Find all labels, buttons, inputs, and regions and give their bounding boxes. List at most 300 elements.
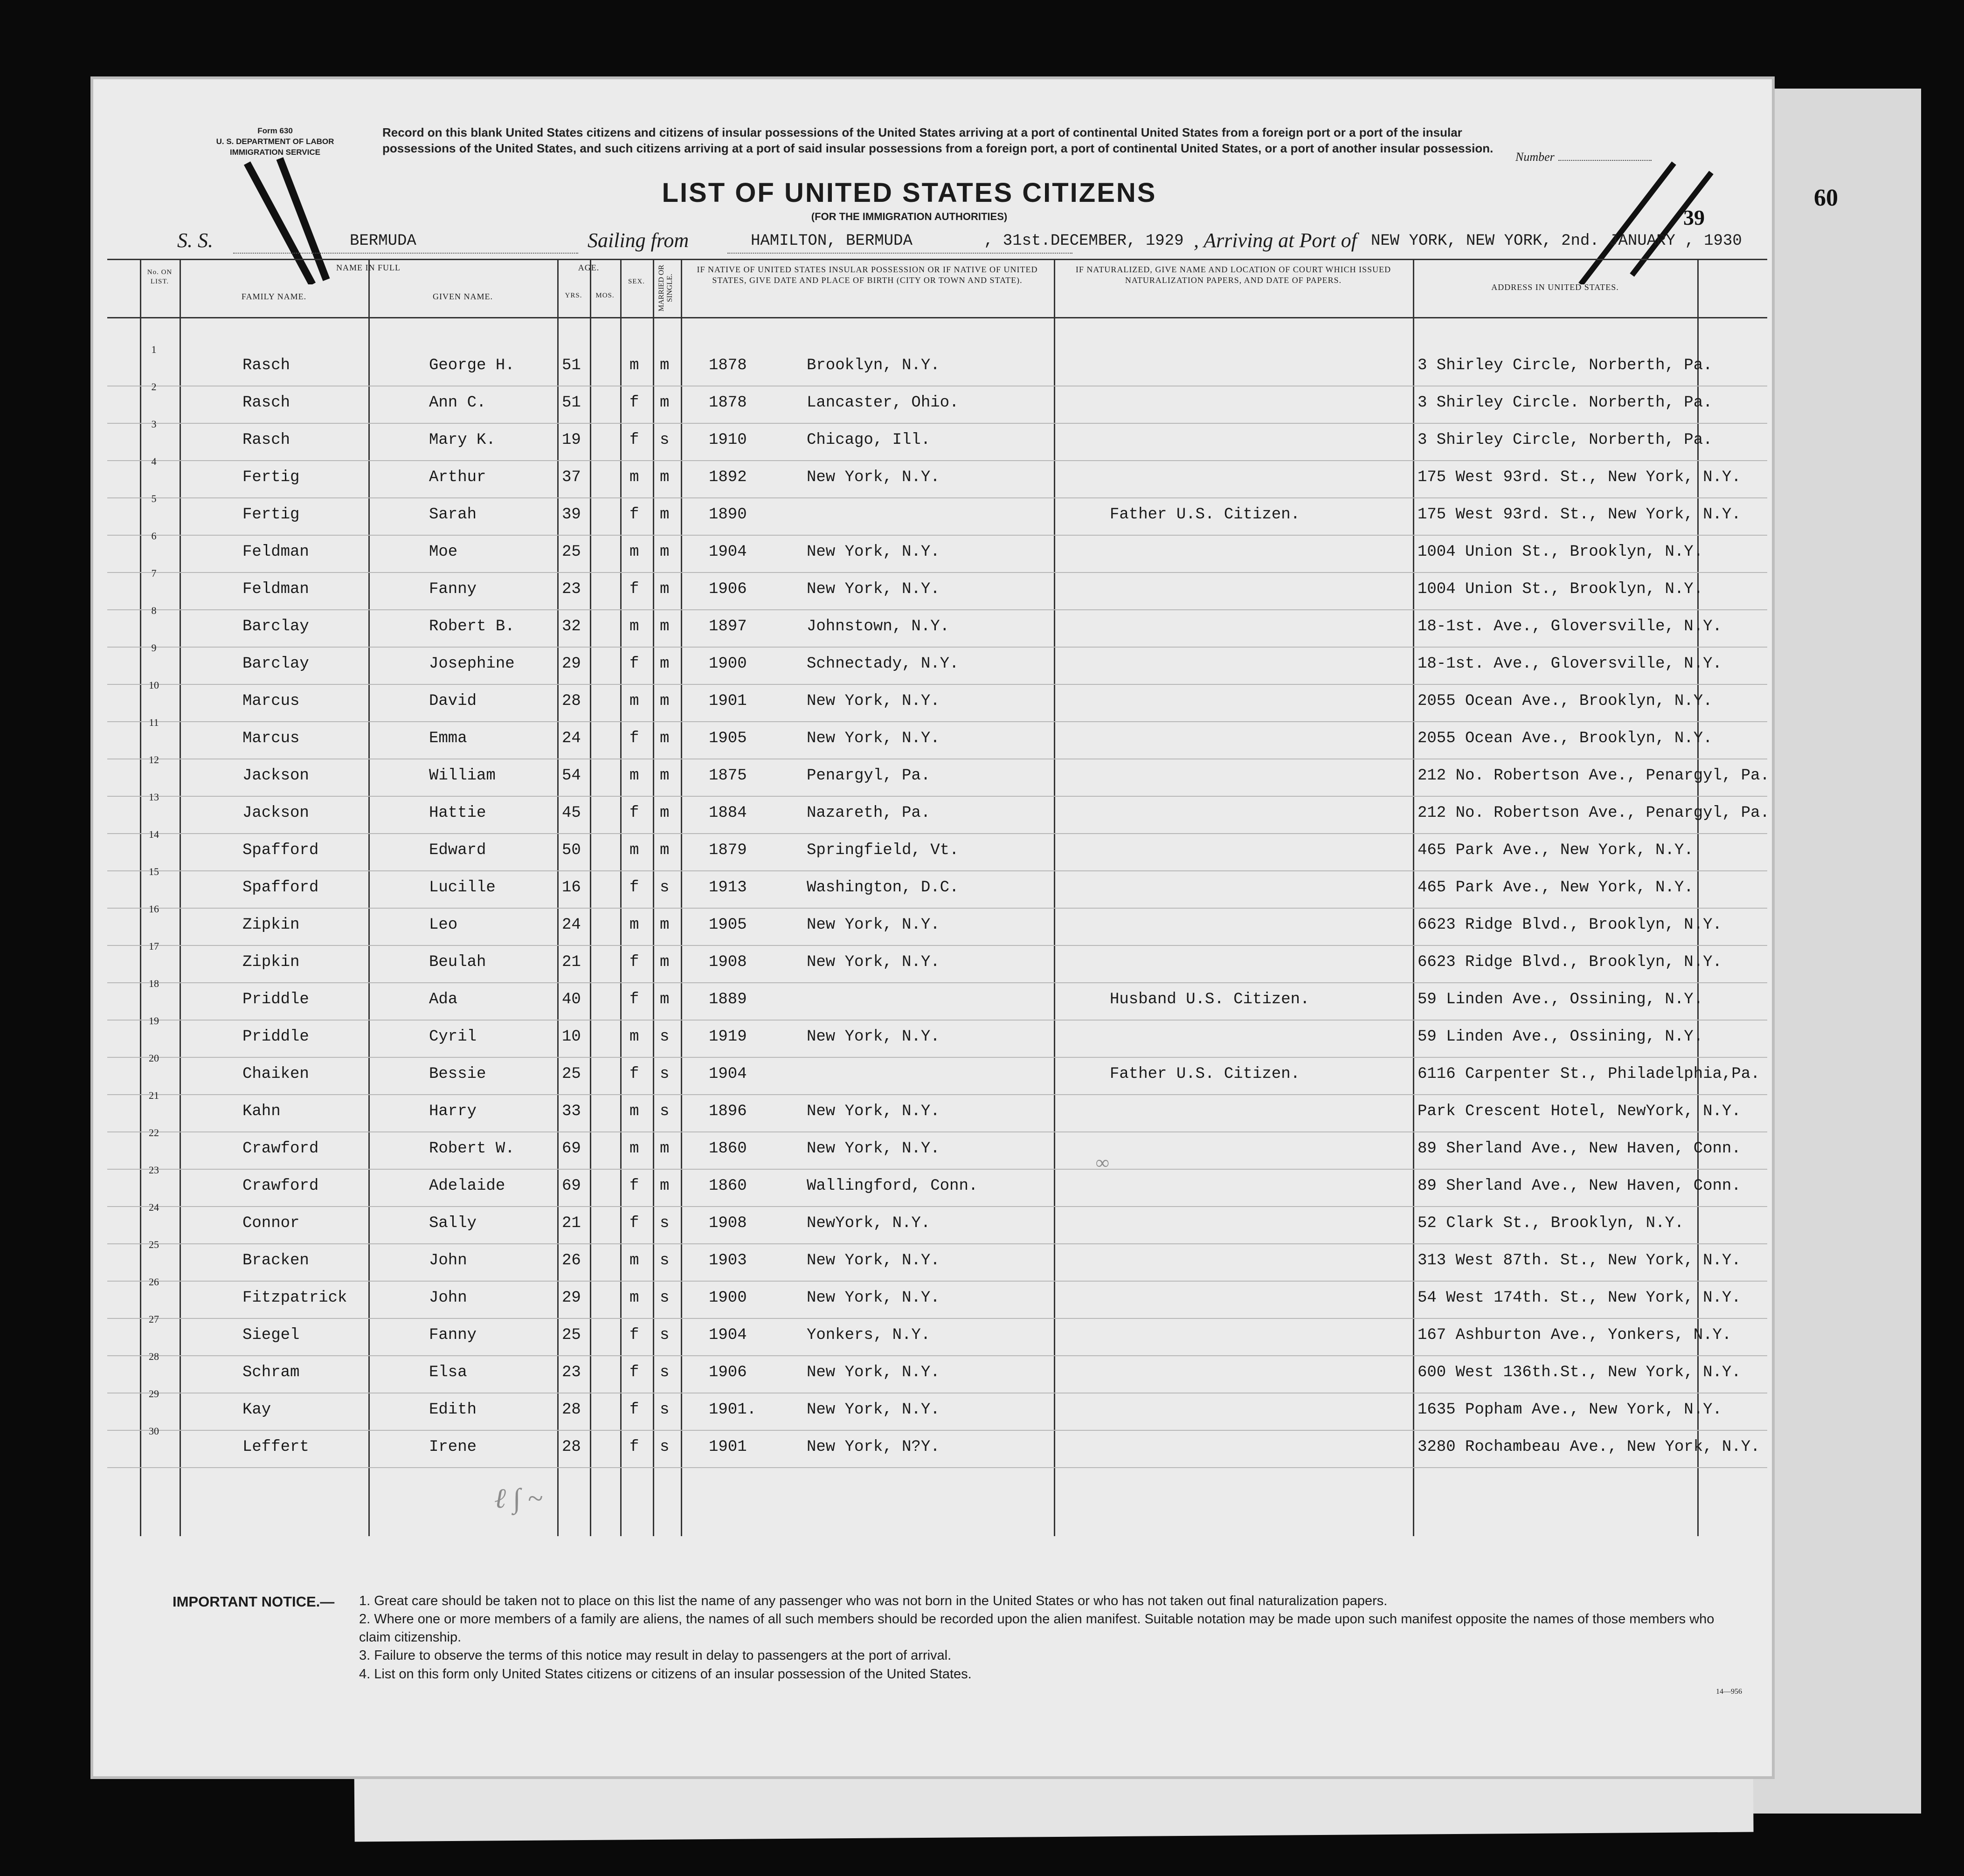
given-name: Cyril (429, 1028, 477, 1046)
row-number: 30 (149, 1425, 159, 1437)
age-years: 51 (562, 394, 581, 412)
row-number: 25 (149, 1239, 159, 1250)
given-name: Harry (429, 1103, 477, 1120)
notice-title: IMPORTANT NOTICE.— (173, 1593, 335, 1610)
age-years: 45 (562, 804, 581, 822)
address: 1635 Popham Ave., New York, N.Y. (1418, 1401, 1722, 1419)
birth-place: Yonkers, N.Y. (807, 1326, 931, 1344)
birth-place: Lancaster, Ohio. (807, 394, 959, 412)
marital-status: s (660, 1364, 670, 1381)
age-years: 25 (562, 543, 581, 561)
row-number: 6 (151, 530, 157, 542)
given-name: David (429, 692, 477, 710)
birth-place: Brooklyn, N.Y. (807, 357, 940, 374)
birth-place: New York, N.Y. (807, 543, 940, 561)
row-rule (107, 1430, 1767, 1431)
birth-year: 1905 (709, 916, 747, 934)
sex: m (629, 841, 639, 859)
sex: f (629, 1364, 639, 1381)
document-page (93, 79, 1772, 1776)
sex: m (629, 1103, 639, 1120)
marital-status: m (660, 394, 670, 412)
row-number: 24 (149, 1201, 159, 1213)
naturalization: Father U.S. Citizen. (1110, 1065, 1300, 1083)
age-years: 19 (562, 431, 581, 449)
corner-number: 60 (1814, 185, 1838, 211)
age-years: 28 (562, 1401, 581, 1419)
col-header-name: NAME IN FULL (336, 263, 401, 272)
row-number: 13 (149, 791, 159, 803)
birth-place: New York, N.Y. (807, 1364, 940, 1381)
col-divider (1697, 259, 1699, 1536)
sex: f (629, 991, 639, 1008)
col-header-mos: MOS. (595, 292, 615, 299)
birth-place: New York, N.Y. (807, 580, 940, 598)
birth-place: New York, N.Y. (807, 953, 940, 971)
given-name: Edward (429, 841, 486, 859)
birth-place: Wallingford, Conn. (807, 1177, 978, 1195)
sex: m (629, 916, 639, 934)
row-rule (107, 1020, 1767, 1021)
row-number: 3 (151, 418, 157, 430)
row-rule (107, 1057, 1767, 1058)
col-header-address: ADDRESS IN UNITED STATES. (1491, 283, 1619, 292)
birth-place: New York, N.Y. (807, 1289, 940, 1307)
col-header-family: FAMILY NAME. (241, 292, 307, 301)
family-name: Barclay (242, 655, 309, 673)
birth-year: 1904 (709, 1065, 747, 1083)
form-code: 14—956 (1716, 1688, 1742, 1696)
family-name: Fitzpatrick (242, 1289, 347, 1307)
col-divider (557, 259, 559, 1536)
page-subtitle: (FOR THE IMMIGRATION AUTHORITIES) (811, 211, 1008, 222)
col-header-birth: IF NATIVE OF UNITED STATES INSULAR POSSESSION OR IF NATIVE OF UNITED STATES, GIVE DATE AND PLACE OF BIRTH (CITY OR TOWN AND STATE). (697, 265, 1038, 285)
col-header-given: GIVEN NAME. (433, 292, 493, 301)
birth-place: New York, N.Y. (807, 1140, 940, 1158)
address: 89 Sherland Ave., New Haven, Conn. (1418, 1177, 1741, 1195)
sex: m (629, 469, 639, 486)
row-number: 19 (149, 1015, 159, 1027)
birth-year: 1903 (709, 1252, 747, 1269)
col-divider (653, 259, 654, 1536)
col-header-naturalized: IF NATURALIZED, GIVE NAME AND LOCATION OF COURT WHICH ISSUED NATURALIZATION PAPERS, AND DATE OF PAPERS. (1075, 265, 1391, 285)
address: 167 Ashburton Ave., Yonkers, N.Y. (1418, 1326, 1732, 1344)
address: 465 Park Ave., New York, N.Y. (1418, 841, 1694, 859)
row-number: 29 (149, 1388, 159, 1400)
family-name: Marcus (242, 692, 300, 710)
birth-year: 1904 (709, 1326, 747, 1344)
row-number: 26 (149, 1276, 159, 1288)
sex: m (629, 1289, 639, 1307)
sex: f (629, 1214, 639, 1232)
row-rule (107, 1243, 1767, 1244)
birth-year: 1892 (709, 469, 747, 486)
sex: f (629, 1065, 639, 1083)
marital-status: m (660, 692, 670, 710)
age-years: 28 (562, 692, 581, 710)
row-rule (107, 572, 1767, 573)
row-rule (107, 684, 1767, 685)
given-name: Moe (429, 543, 458, 561)
birth-year: 1908 (709, 1214, 747, 1232)
birth-year: 1900 (709, 655, 747, 673)
given-name: William (429, 767, 496, 785)
family-name: Rasch (242, 357, 290, 374)
given-name: Sally (429, 1214, 477, 1232)
row-rule (107, 460, 1767, 461)
row-rule (107, 1467, 1767, 1468)
citizens-table (107, 259, 1770, 1536)
age-years: 28 (562, 1438, 581, 1456)
row-rule (107, 908, 1767, 909)
address: 313 West 87th. St., New York, N.Y. (1418, 1252, 1741, 1269)
address: 212 No. Robertson Ave., Penargyl, Pa. (1418, 804, 1770, 822)
form-line: Form 630 (257, 126, 293, 135)
row-number: 8 (151, 605, 157, 616)
family-name: Kay (242, 1401, 271, 1419)
sex: f (629, 1438, 639, 1456)
birth-place: New York, N.Y. (807, 916, 940, 934)
family-name: Jackson (242, 767, 309, 785)
col-header-married: MARRIED OR SINGLE. (657, 264, 674, 311)
given-name: Arthur (429, 469, 486, 486)
pencil-mark: ∞ (1096, 1152, 1109, 1173)
given-name: John (429, 1252, 467, 1269)
notice-body (359, 1592, 1735, 1683)
form-line: IMMIGRATION SERVICE (230, 147, 320, 157)
marital-status: m (660, 618, 670, 635)
birth-place: New York, N.Y. (807, 1252, 940, 1269)
age-years: 10 (562, 1028, 581, 1046)
age-years: 69 (562, 1177, 581, 1195)
row-number: 11 (149, 717, 159, 728)
marital-status: m (660, 991, 670, 1008)
family-name: Siegel (242, 1326, 300, 1344)
row-rule (107, 497, 1767, 498)
arriving-label: , Arriving at Port of (1194, 229, 1357, 252)
row-number: 17 (149, 940, 159, 952)
page-title: LIST OF UNITED STATES CITIZENS (662, 178, 1157, 208)
notice-item: 4. List on this form only United States citizens or citizens of an insular possession of the United States. (359, 1666, 972, 1682)
naturalization: Father U.S. Citizen. (1110, 506, 1300, 524)
birth-place: New York, N.Y. (807, 469, 940, 486)
sex: f (629, 1326, 639, 1344)
marital-status: m (660, 543, 670, 561)
sex: f (629, 1401, 639, 1419)
address: 54 West 174th. St., New York, N.Y. (1418, 1289, 1741, 1307)
address: 18-1st. Ave., Gloversville, N.Y. (1418, 618, 1722, 635)
row-rule (107, 833, 1767, 834)
birth-place: New York, N.Y. (807, 1103, 940, 1120)
address: 89 Sherland Ave., New Haven, Conn. (1418, 1140, 1741, 1158)
given-name: Robert B. (429, 618, 515, 635)
sex: f (629, 804, 639, 822)
age-years: 23 (562, 1364, 581, 1381)
family-name: Spafford (242, 841, 319, 859)
marital-status: s (660, 1028, 670, 1046)
row-rule (107, 1169, 1767, 1170)
given-name: Sarah (429, 506, 477, 524)
age-years: 25 (562, 1326, 581, 1344)
address: 600 West 136th.St., New York, N.Y. (1418, 1364, 1741, 1381)
birth-year: 1910 (709, 431, 747, 449)
given-name: George H. (429, 357, 515, 374)
sex: m (629, 1252, 639, 1269)
given-name: Edith (429, 1401, 477, 1419)
address: 1004 Union St., Brooklyn, N.Y. (1418, 543, 1703, 561)
sex: m (629, 1140, 639, 1158)
row-rule (107, 1281, 1767, 1282)
age-years: 25 (562, 1065, 581, 1083)
col-divider (180, 259, 181, 1536)
age-years: 23 (562, 580, 581, 598)
sex: f (629, 431, 639, 449)
number-label: Number (1515, 150, 1555, 164)
family-name: Connor (242, 1214, 300, 1232)
col-header-no: No. ON LIST. (147, 269, 173, 285)
col-divider (368, 259, 370, 1536)
row-number: 28 (149, 1351, 159, 1362)
marital-status: s (660, 1326, 670, 1344)
given-name: Josephine (429, 655, 515, 673)
row-number: 10 (149, 679, 159, 691)
col-divider (620, 259, 622, 1536)
family-name: Zipkin (242, 953, 300, 971)
family-name: Priddle (242, 1028, 309, 1046)
marital-status: s (660, 1065, 670, 1083)
given-name: Leo (429, 916, 458, 934)
birth-year: 1900 (709, 1289, 747, 1307)
col-header-yrs: YRS. (565, 292, 582, 299)
marital-status: m (660, 655, 670, 673)
birth-place: New York, N.Y. (807, 1028, 940, 1046)
age-years: 37 (562, 469, 581, 486)
given-name: Adelaide (429, 1177, 505, 1195)
row-number: 27 (149, 1313, 159, 1325)
address: 175 West 93rd. St., New York, N.Y. (1418, 506, 1741, 524)
birth-place: Springfield, Vt. (807, 841, 959, 859)
address: 3 Shirley Circle, Norberth, Pa. (1418, 357, 1713, 374)
birth-place: NewYork, N.Y. (807, 1214, 931, 1232)
record-instructions: Record on this blank United States citizens and citizens of insular possessions of the United States arriving at a port of continental United States from a foreign port or a port of the insular possessions of the United States, and such citizens arriving at a port of said insular possessions from a foreign port, a port of continental United States, or a port of another insular possession. (382, 125, 1494, 155)
birth-year: 1878 (709, 394, 747, 412)
birth-year: 1890 (709, 506, 747, 524)
marital-status: m (660, 953, 670, 971)
address: 3280 Rochambeau Ave., New York, N.Y. (1418, 1438, 1760, 1456)
address: 2055 Ocean Ave., Brooklyn, N.Y. (1418, 692, 1713, 710)
row-number: 16 (149, 903, 159, 915)
sex: m (629, 543, 639, 561)
form-line: U. S. DEPARTMENT OF LABOR (216, 137, 334, 146)
birth-year: 1908 (709, 953, 747, 971)
given-name: Robert W. (429, 1140, 515, 1158)
ship-name: BERMUDA (350, 232, 416, 250)
birth-place: Penargyl, Pa. (807, 767, 931, 785)
birth-place: Washington, D.C. (807, 879, 959, 897)
given-name: Fanny (429, 580, 477, 598)
row-number: 1 (151, 344, 157, 355)
row-rule (107, 609, 1767, 610)
marital-status: m (660, 730, 670, 747)
age-years: 24 (562, 730, 581, 747)
birth-place: Nazareth, Pa. (807, 804, 931, 822)
family-name: Feldman (242, 580, 309, 598)
marital-status: m (660, 469, 670, 486)
sailing-from-label: Sailing from (588, 229, 689, 252)
age-years: 29 (562, 1289, 581, 1307)
given-name: Ada (429, 991, 458, 1008)
sex: f (629, 730, 639, 747)
given-name: Hattie (429, 804, 486, 822)
row-number: 22 (149, 1127, 159, 1138)
family-name: Zipkin (242, 916, 300, 934)
given-name: Mary K. (429, 431, 496, 449)
family-name: Rasch (242, 431, 290, 449)
address: 6116 Carpenter St., Philadelphia,Pa. (1418, 1065, 1760, 1083)
age-years: 24 (562, 916, 581, 934)
marital-status: m (660, 841, 670, 859)
marital-status: s (660, 1401, 670, 1419)
birth-place: Schnectady, N.Y. (807, 655, 959, 673)
age-years: 33 (562, 1103, 581, 1120)
address: 52 Clark St., Brooklyn, N.Y. (1418, 1214, 1684, 1232)
port-from-dotline (727, 253, 1072, 254)
col-divider (1413, 259, 1414, 1536)
row-rule (107, 982, 1767, 983)
age-years: 54 (562, 767, 581, 785)
birth-place: New York, N.Y. (807, 730, 940, 747)
family-name: Chaiken (242, 1065, 309, 1083)
row-number: 7 (151, 567, 157, 579)
notice-item: 1. Great care should be taken not to place on this list the name of any passenger who was not born in the United States or who has not taken out final naturalization papers. (359, 1593, 1388, 1608)
age-years: 21 (562, 1214, 581, 1232)
marital-status: m (660, 1177, 670, 1195)
birth-place: Johnstown, N.Y. (807, 618, 950, 635)
naturalization: Husband U.S. Citizen. (1110, 991, 1310, 1008)
row-rule (107, 945, 1767, 946)
age-years: 29 (562, 655, 581, 673)
family-name: Feldman (242, 543, 309, 561)
birth-place: New York, N?Y. (807, 1438, 940, 1456)
row-rule (107, 870, 1767, 871)
family-name: Spafford (242, 879, 319, 897)
address: 18-1st. Ave., Gloversville, N.Y. (1418, 655, 1722, 673)
col-divider (681, 259, 682, 1536)
address: 212 No. Robertson Ave., Penargyl, Pa. (1418, 767, 1770, 785)
col-divider (140, 259, 141, 1536)
address: 6623 Ridge Blvd., Brooklyn, N.Y. (1418, 953, 1722, 971)
sailing-line (177, 228, 1763, 261)
row-number: 15 (149, 866, 159, 877)
family-name: Priddle (242, 991, 309, 1008)
marital-status: s (660, 879, 670, 897)
family-name: Fertig (242, 506, 300, 524)
row-rule (107, 647, 1767, 648)
marital-status: m (660, 357, 670, 374)
family-name: Barclay (242, 618, 309, 635)
address: 175 West 93rd. St., New York, N.Y. (1418, 469, 1741, 486)
birth-year: 1860 (709, 1177, 747, 1195)
address: 6623 Ridge Blvd., Brooklyn, N.Y. (1418, 916, 1722, 934)
given-name: Lucille (429, 879, 496, 897)
age-years: 39 (562, 506, 581, 524)
given-name: Irene (429, 1438, 477, 1456)
marital-status: s (660, 1103, 670, 1120)
sex: m (629, 618, 639, 635)
sex: f (629, 879, 639, 897)
marital-status: m (660, 767, 670, 785)
row-number: 21 (149, 1090, 159, 1101)
marital-status: s (660, 1252, 670, 1269)
row-number: 2 (151, 381, 157, 393)
address: 3 Shirley Circle, Norberth, Pa. (1418, 431, 1713, 449)
marital-status: s (660, 431, 670, 449)
marital-status: m (660, 916, 670, 934)
age-years: 69 (562, 1140, 581, 1158)
row-rule (107, 535, 1767, 536)
date-from: , 31st.DECEMBER, 1929 (984, 232, 1184, 250)
birth-year: 1905 (709, 730, 747, 747)
given-name: Ann C. (429, 394, 486, 412)
row-number: 5 (151, 493, 157, 504)
birth-year: 1897 (709, 618, 747, 635)
row-rule (107, 796, 1767, 797)
col-header-sex: SEX. (628, 278, 645, 285)
address: Park Crescent Hotel, NewYork, N.Y. (1418, 1103, 1741, 1120)
marital-status: s (660, 1289, 670, 1307)
birth-year: 1860 (709, 1140, 747, 1158)
family-name: Crawford (242, 1140, 319, 1158)
birth-place: New York, N.Y. (807, 692, 940, 710)
birth-year: 1906 (709, 1364, 747, 1381)
address: 1004 Union St., Brooklyn, N.Y. (1418, 580, 1703, 598)
sex: m (629, 692, 639, 710)
marital-status: m (660, 580, 670, 598)
row-number: 4 (151, 455, 157, 467)
marital-status: s (660, 1214, 670, 1232)
notice-item: 2. Where one or more members of a family are aliens, the names of all such members should be recorded upon the alien manifest. Suitable notation may be made upon such manifest opposite the names of those members who claim citizenship. (359, 1612, 1715, 1645)
birth-year: 1901 (709, 692, 747, 710)
family-name: Marcus (242, 730, 300, 747)
marital-status: s (660, 1438, 670, 1456)
family-name: Kahn (242, 1103, 281, 1120)
family-name: Fertig (242, 469, 300, 486)
row-number: 12 (149, 754, 159, 766)
birth-year: 1901 (709, 1438, 747, 1456)
sex: f (629, 953, 639, 971)
notice-item: 3. Failure to observe the terms of this notice may result in delay to passengers at the port of arrival. (359, 1648, 952, 1663)
address: 59 Linden Ave., Ossining, N.Y. (1418, 991, 1703, 1008)
birth-year: 1875 (709, 767, 747, 785)
row-number: 18 (149, 978, 159, 989)
age-years: 40 (562, 991, 581, 1008)
age-years: 51 (562, 357, 581, 374)
table-top-rule (107, 259, 1767, 260)
birth-year: 1901. (709, 1401, 757, 1419)
sex: f (629, 394, 639, 412)
given-name: John (429, 1289, 467, 1307)
sex: f (629, 580, 639, 598)
family-name: Schram (242, 1364, 300, 1381)
family-name: Rasch (242, 394, 290, 412)
birth-place: New York, N.Y. (807, 1401, 940, 1419)
age-years: 32 (562, 618, 581, 635)
age-years: 26 (562, 1252, 581, 1269)
row-rule (107, 1094, 1767, 1095)
sex: f (629, 506, 639, 524)
birth-year: 1913 (709, 879, 747, 897)
row-rule (107, 423, 1767, 424)
